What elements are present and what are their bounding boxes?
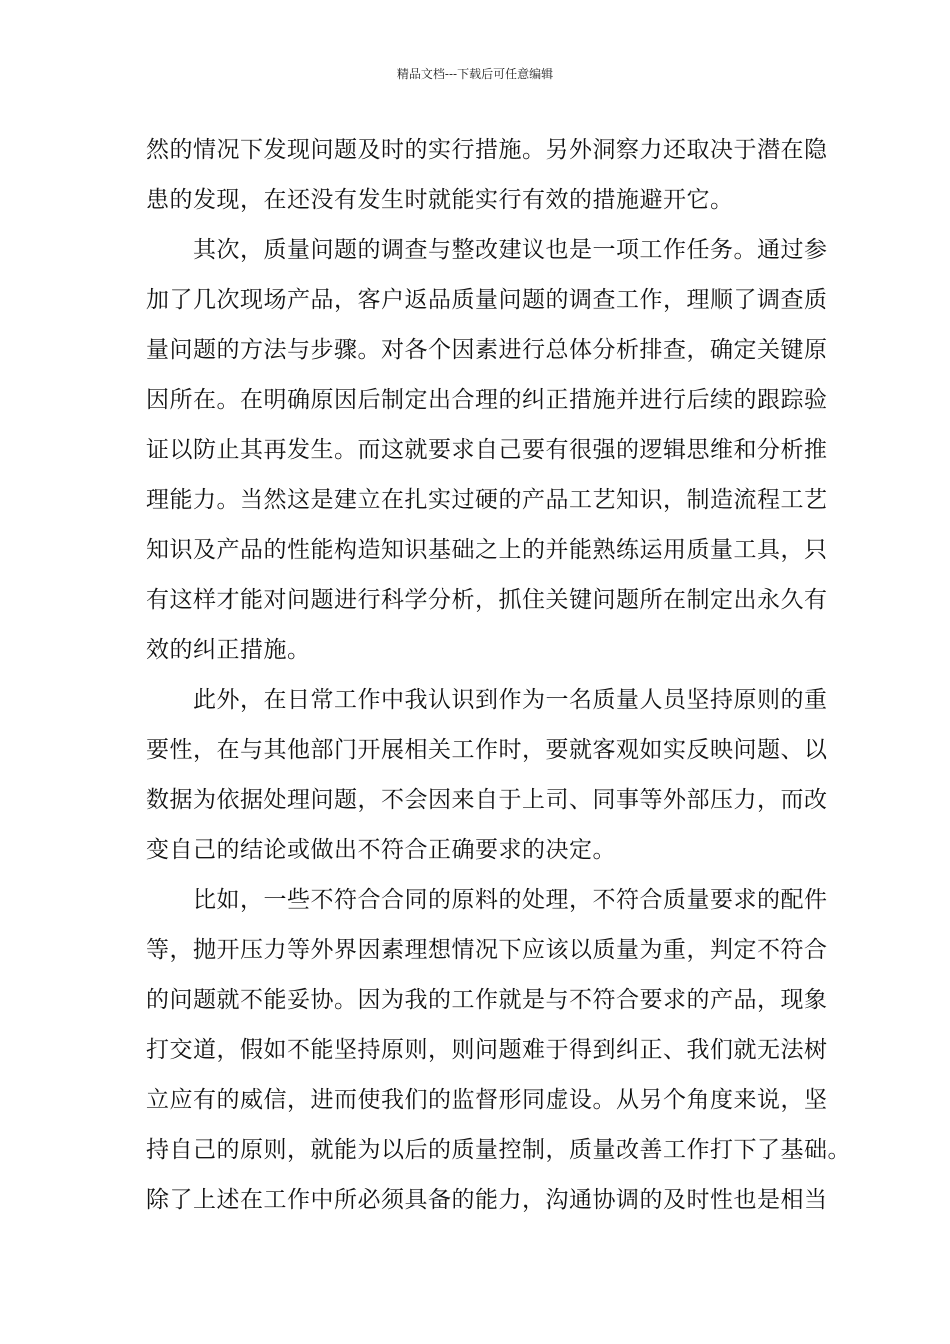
text-line-9: 知识及产品的性能构造知识基础之上的并能熟练运用质量工具，只 — [146, 537, 828, 563]
text-line-20: 立应有的威信，进而使我们的监督形同虚设。从另个角度来说，坚 — [146, 1087, 828, 1113]
text-line-6: 因所在。在明确原因后制定出合理的纠正措施并进行后续的跟踪验 — [146, 387, 828, 413]
text-line-10: 有这样才能对问题进行科学分析，抓住关键问题所在制定出永久有 — [146, 587, 828, 613]
text-line-12: 此外，在日常工作中我认识到作为一名质量人员坚持原则的重 — [146, 687, 828, 713]
text-line-22: 除了上述在工作中所必须具备的能力，沟通协调的及时性也是相当 — [146, 1187, 828, 1213]
text-line-2: 患的发现，在还没有发生时就能实行有效的措施避开它。 — [146, 187, 734, 213]
text-line-11: 效的纠正措施。 — [146, 637, 311, 663]
text-line-18: 的问题就不能妥协。因为我的工作就是与不符合要求的产品，现象 — [146, 987, 828, 1013]
text-line-14: 数据为依据处理问题，不会因来自于上司、同事等外部压力，而改 — [146, 787, 828, 813]
text-line-21: 持自己的原则，就能为以后的质量控制，质量改善工作打下了基础。 — [146, 1137, 851, 1163]
text-line-5: 量问题的方法与步骤。对各个因素进行总体分析排查，确定关键原 — [146, 337, 828, 363]
text-line-1: 然的情况下发现问题及时的实行措施。另外洞察力还取决于潜在隐 — [146, 137, 828, 163]
text-line-3: 其次，质量问题的调查与整改建议也是一项工作任务。通过参 — [146, 237, 828, 263]
text-line-13: 要性，在与其他部门开展相关工作时，要就客观如实反映问题、以 — [146, 737, 828, 763]
text-line-7: 证以防止其再发生。而这就要求自己要有很强的逻辑思维和分析推 — [146, 437, 828, 463]
text-line-4: 加了几次现场产品，客户返品质量问题的调查工作，理顺了调查质 — [146, 287, 828, 313]
text-line-17: 等，抛开压力等外界因素理想情况下应该以质量为重，判定不符合 — [146, 937, 828, 963]
text-line-8: 理能力。当然这是建立在扎实过硬的产品工艺知识，制造流程工艺 — [146, 487, 828, 513]
text-line-15: 变自己的结论或做出不符合正确要求的决定。 — [146, 837, 616, 863]
page-header: 精品文档---下载后可任意编辑 — [396, 67, 554, 81]
text-line-19: 打交道，假如不能坚持原则，则问题难于得到纠正、我们就无法树 — [146, 1037, 828, 1063]
text-line-16: 比如，一些不符合合同的原料的处理，不符合质量要求的配件 — [146, 887, 828, 913]
